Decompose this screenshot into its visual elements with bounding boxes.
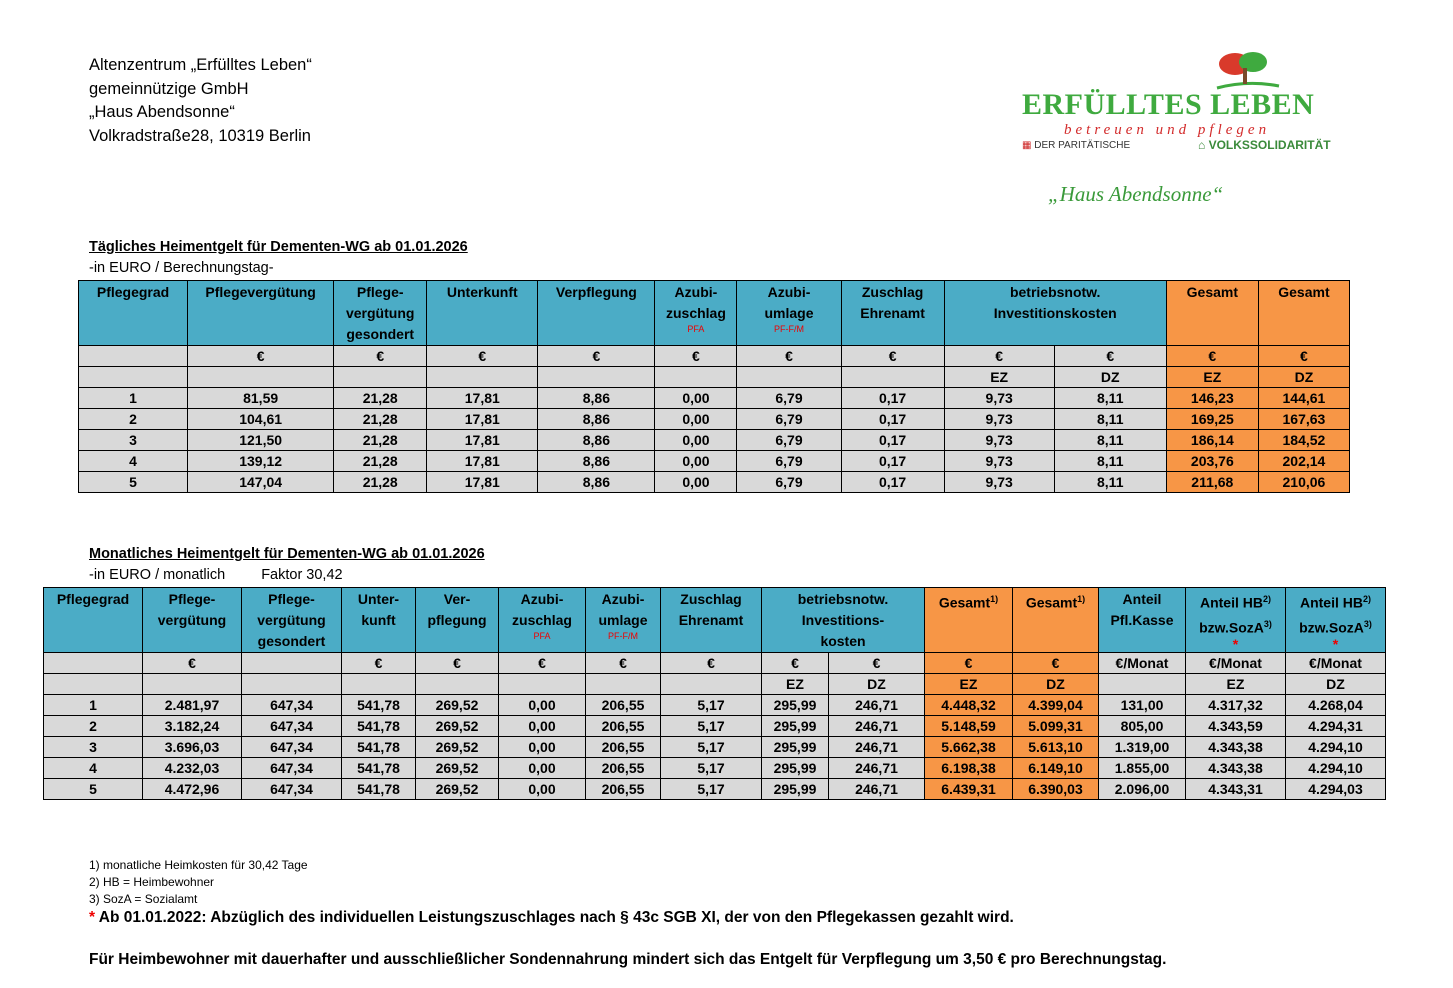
col-anteil-hb-ez: Anteil HB$^{2)}$ bzw.SozA$^{3)}$ * bbox=[1186, 588, 1286, 653]
footnote-2: 2) HB = Heimbewohner bbox=[89, 875, 215, 889]
col-azubi-umlage: Azubi- umlage PF-F/M bbox=[586, 588, 661, 653]
daily-cell: 146,23 bbox=[1166, 388, 1258, 409]
monthly-cell: 5.099,31 bbox=[1013, 716, 1099, 737]
col-pflegegrad: Pflegegrad bbox=[79, 281, 188, 346]
col-unterkunft: Unter- kunft bbox=[342, 588, 416, 653]
address-line-1: Altenzentrum „Erfülltes Leben“ bbox=[89, 56, 312, 74]
daily-cell: 0,17 bbox=[841, 409, 944, 430]
monthly-unit-row: € € € € € € € € € € €/Monat €/Monat €/Monat bbox=[44, 653, 1386, 674]
monthly-cell: 0,00 bbox=[499, 779, 586, 800]
daily-cell: 3 bbox=[79, 430, 188, 451]
col-pflegegrad: Pflegegrad bbox=[44, 588, 143, 653]
col-investitionskosten: betriebsnotw. Investitionskosten bbox=[944, 281, 1166, 346]
footnotes bbox=[89, 857, 308, 908]
col-pflegeverguetung: Pflegevergütung bbox=[188, 281, 334, 346]
monthly-cell: 246,71 bbox=[829, 758, 925, 779]
paritaetische-icon: ▦ bbox=[1022, 140, 1032, 151]
monthly-cell: 4.232,03 bbox=[143, 758, 242, 779]
daily-cell: 21,28 bbox=[334, 472, 427, 493]
monthly-row bbox=[44, 737, 1386, 758]
monthly-cell: 4.317,32 bbox=[1186, 695, 1286, 716]
col-anteil-pflkasse: Anteil Pfl.Kasse bbox=[1099, 588, 1186, 653]
daily-cell: 9,73 bbox=[944, 451, 1054, 472]
col-verpflegung: Ver- pflegung bbox=[416, 588, 499, 653]
daily-cell: 203,76 bbox=[1166, 451, 1258, 472]
daily-cell: 8,86 bbox=[538, 451, 655, 472]
monthly-cell: 2 bbox=[44, 716, 143, 737]
daily-cell: 0,00 bbox=[655, 451, 737, 472]
col-pflege-gesondert: Pflege- vergütung gesondert bbox=[242, 588, 342, 653]
daily-cell: 186,14 bbox=[1166, 430, 1258, 451]
monthly-cell: 4.294,10 bbox=[1286, 737, 1386, 758]
monthly-cell: 3.182,24 bbox=[143, 716, 242, 737]
daily-cell: 104,61 bbox=[188, 409, 334, 430]
daily-cell: 81,59 bbox=[188, 388, 334, 409]
monthly-cell: 246,71 bbox=[829, 737, 925, 758]
daily-row bbox=[79, 388, 1350, 409]
monthly-cell: 5,17 bbox=[661, 758, 762, 779]
monthly-cell: 4.343,38 bbox=[1186, 758, 1286, 779]
footnote-3: 3) SozA = Sozialamt bbox=[89, 892, 198, 906]
monthly-cell: 5,17 bbox=[661, 695, 762, 716]
daily-cell: 121,50 bbox=[188, 430, 334, 451]
monthly-cell: 206,55 bbox=[586, 779, 661, 800]
daily-cell: 17,81 bbox=[427, 430, 538, 451]
col-gesamt-ez: Gesamt bbox=[1166, 281, 1258, 346]
daily-cell: 8,86 bbox=[538, 388, 655, 409]
monthly-cell: 295,99 bbox=[762, 737, 829, 758]
daily-cell: 21,28 bbox=[334, 409, 427, 430]
monthly-row bbox=[44, 779, 1386, 800]
monthly-cell: 541,78 bbox=[342, 737, 416, 758]
monthly-cell: 2.096,00 bbox=[1099, 779, 1186, 800]
daily-cell: 167,63 bbox=[1258, 409, 1349, 430]
monthly-cell: 0,00 bbox=[499, 737, 586, 758]
daily-cell: 6,79 bbox=[737, 451, 841, 472]
daily-cell: 147,04 bbox=[188, 472, 334, 493]
monthly-cell: 805,00 bbox=[1099, 716, 1186, 737]
monthly-fee-table bbox=[43, 587, 1386, 800]
monthly-cell: 6.198,38 bbox=[925, 758, 1013, 779]
daily-cell: 6,79 bbox=[737, 388, 841, 409]
daily-cell: 17,81 bbox=[427, 472, 538, 493]
daily-cell: 6,79 bbox=[737, 472, 841, 493]
monthly-cell: 269,52 bbox=[416, 779, 499, 800]
daily-cell: 5 bbox=[79, 472, 188, 493]
monthly-cell: 1.319,00 bbox=[1099, 737, 1186, 758]
sondennahrung-note: Für Heimbewohner mit dauerhafter und ausschließlicher Sondennahrung mindert sich das Entgelt für Verpflegung um 3,50 € pro Berechnungstag. bbox=[89, 951, 1167, 968]
monthly-cell: 246,71 bbox=[829, 779, 925, 800]
partner-paritaetische: ▦ DER PARITÄTISCHE bbox=[1022, 140, 1131, 151]
daily-cell: 8,11 bbox=[1054, 409, 1166, 430]
monthly-cell: 206,55 bbox=[586, 758, 661, 779]
monthly-cell: 1 bbox=[44, 695, 143, 716]
monthly-cell: 206,55 bbox=[586, 737, 661, 758]
monthly-cell: 131,00 bbox=[1099, 695, 1186, 716]
monthly-cell: 3.696,03 bbox=[143, 737, 242, 758]
col-verpflegung: Verpflegung bbox=[538, 281, 655, 346]
leistungszuschlag-note: * Ab 01.01.2022: Abzüglich des individuellen Leistungszuschlages nach § 43c SGB XI, der von den Pflegekassen gezahlt wird. bbox=[89, 909, 1014, 926]
monthly-cell: 5,17 bbox=[661, 737, 762, 758]
daily-cell: 21,28 bbox=[334, 451, 427, 472]
daily-cell: 0,00 bbox=[655, 430, 737, 451]
monthly-cell: 4.399,04 bbox=[1013, 695, 1099, 716]
col-zuschlag-ehrenamt: Zuschlag Ehrenamt bbox=[661, 588, 762, 653]
daily-cell: 21,28 bbox=[334, 388, 427, 409]
daily-header-row bbox=[79, 281, 1350, 346]
daily-cell: 139,12 bbox=[188, 451, 334, 472]
monthly-cell: 4.343,31 bbox=[1186, 779, 1286, 800]
daily-cell: 8,11 bbox=[1054, 388, 1166, 409]
daily-cell: 0,00 bbox=[655, 472, 737, 493]
monthly-cell: 269,52 bbox=[416, 737, 499, 758]
col-gesamt-dz: Gesamt$^{1)}$ bbox=[1013, 588, 1099, 653]
daily-cell: 21,28 bbox=[334, 430, 427, 451]
monthly-cell: 0,00 bbox=[499, 716, 586, 737]
col-azubi-zuschlag: Azubi- zuschlag PFA bbox=[499, 588, 586, 653]
monthly-cell: 6.149,10 bbox=[1013, 758, 1099, 779]
monthly-subtitle: -in EURO / monatlich Faktor 30,42 bbox=[89, 567, 343, 583]
address-line-3: „Haus Abendsonne“ bbox=[89, 103, 235, 121]
monthly-cell: 4.294,31 bbox=[1286, 716, 1386, 737]
monthly-cell: 5.613,10 bbox=[1013, 737, 1099, 758]
monthly-cell: 206,55 bbox=[586, 716, 661, 737]
daily-cell: 2 bbox=[79, 409, 188, 430]
daily-cell: 202,14 bbox=[1258, 451, 1349, 472]
monthly-cell: 269,52 bbox=[416, 716, 499, 737]
daily-cell: 1 bbox=[79, 388, 188, 409]
daily-title: Tägliches Heimentgelt für Dementen-WG ab 01.01.2026 bbox=[89, 239, 468, 255]
monthly-cell: 541,78 bbox=[342, 695, 416, 716]
daily-cell: 0,17 bbox=[841, 472, 944, 493]
partner-volkssolidaritaet: ⌂ VOLKSSOLIDARITÄT bbox=[1198, 138, 1331, 152]
col-unterkunft: Unterkunft bbox=[427, 281, 538, 346]
logo bbox=[1018, 50, 1348, 210]
daily-cell: 144,61 bbox=[1258, 388, 1349, 409]
daily-cell: 17,81 bbox=[427, 451, 538, 472]
daily-cell: 210,06 bbox=[1258, 472, 1349, 493]
monthly-cell: 5.148,59 bbox=[925, 716, 1013, 737]
monthly-cell: 246,71 bbox=[829, 716, 925, 737]
monthly-cell: 4.343,59 bbox=[1186, 716, 1286, 737]
daily-fee-table bbox=[78, 280, 1350, 493]
monthly-header-row bbox=[44, 588, 1386, 653]
daily-cell: 169,25 bbox=[1166, 409, 1258, 430]
monthly-room-row: EZ DZ EZ DZ EZ DZ bbox=[44, 674, 1386, 695]
monthly-cell: 4.268,04 bbox=[1286, 695, 1386, 716]
daily-cell: 8,86 bbox=[538, 409, 655, 430]
daily-cell: 4 bbox=[79, 451, 188, 472]
daily-unit-row: € € € € € € € € € € € bbox=[79, 346, 1350, 367]
monthly-cell: 295,99 bbox=[762, 758, 829, 779]
monthly-cell: 4.448,32 bbox=[925, 695, 1013, 716]
monthly-cell: 295,99 bbox=[762, 779, 829, 800]
daily-cell: 8,11 bbox=[1054, 451, 1166, 472]
monthly-cell: 647,34 bbox=[242, 758, 342, 779]
monthly-cell: 2.481,97 bbox=[143, 695, 242, 716]
monthly-cell: 5 bbox=[44, 779, 143, 800]
monthly-cell: 269,52 bbox=[416, 695, 499, 716]
daily-cell: 0,00 bbox=[655, 409, 737, 430]
monthly-cell: 0,00 bbox=[499, 695, 586, 716]
footnote-1: 1) monatliche Heimkosten für 30,42 Tage bbox=[89, 858, 308, 872]
daily-cell: 9,73 bbox=[944, 409, 1054, 430]
monthly-cell: 541,78 bbox=[342, 779, 416, 800]
daily-cell: 8,86 bbox=[538, 472, 655, 493]
tree-icon bbox=[1213, 50, 1283, 92]
daily-cell: 6,79 bbox=[737, 409, 841, 430]
monthly-row bbox=[44, 716, 1386, 737]
monthly-cell: 541,78 bbox=[342, 758, 416, 779]
daily-row bbox=[79, 409, 1350, 430]
daily-cell: 8,11 bbox=[1054, 430, 1166, 451]
monthly-title: Monatliches Heimentgelt für Dementen-WG ab 01.01.2026 bbox=[89, 546, 485, 562]
monthly-cell: 1.855,00 bbox=[1099, 758, 1186, 779]
monthly-cell: 647,34 bbox=[242, 779, 342, 800]
address-line-2: gemeinnützige GmbH bbox=[89, 79, 249, 98]
faktor: Faktor 30,42 bbox=[261, 567, 343, 583]
monthly-cell: 5,17 bbox=[661, 779, 762, 800]
daily-cell: 9,73 bbox=[944, 430, 1054, 451]
daily-cell: 184,52 bbox=[1258, 430, 1349, 451]
monthly-cell: 647,34 bbox=[242, 695, 342, 716]
daily-cell: 9,73 bbox=[944, 388, 1054, 409]
haus-abendsonne-signature: „Haus Abendsonne“ bbox=[1048, 182, 1224, 206]
monthly-cell: 4.294,03 bbox=[1286, 779, 1386, 800]
daily-cell: 0,17 bbox=[841, 430, 944, 451]
monthly-cell: 541,78 bbox=[342, 716, 416, 737]
monthly-cell: 3 bbox=[44, 737, 143, 758]
col-gesamt-dz: Gesamt bbox=[1258, 281, 1349, 346]
monthly-cell: 295,99 bbox=[762, 716, 829, 737]
daily-cell: 211,68 bbox=[1166, 472, 1258, 493]
col-gesamt-ez: Gesamt$^{1)}$ bbox=[925, 588, 1013, 653]
monthly-cell: 269,52 bbox=[416, 758, 499, 779]
monthly-cell: 206,55 bbox=[586, 695, 661, 716]
daily-room-row: EZ DZ EZ DZ bbox=[79, 367, 1350, 388]
daily-row bbox=[79, 472, 1350, 493]
monthly-cell: 5,17 bbox=[661, 716, 762, 737]
monthly-cell: 4.294,10 bbox=[1286, 758, 1386, 779]
col-azubi-zuschlag: Azubi- zuschlag PFA bbox=[655, 281, 737, 346]
daily-subtitle: -in EURO / Berechnungstag- bbox=[89, 260, 274, 276]
monthly-cell: 4.343,38 bbox=[1186, 737, 1286, 758]
monthly-cell: 4.472,96 bbox=[143, 779, 242, 800]
brand-name: ERFÜLLTES LEBEN bbox=[1022, 88, 1315, 121]
monthly-cell: 647,34 bbox=[242, 716, 342, 737]
brand-tagline: betreuen und pflegen bbox=[1064, 122, 1271, 138]
address-line-4: Volkradstraße28, 10319 Berlin bbox=[89, 126, 311, 145]
col-zuschlag-ehrenamt: Zuschlag Ehrenamt bbox=[841, 281, 944, 346]
address-block bbox=[89, 54, 312, 148]
daily-cell: 17,81 bbox=[427, 388, 538, 409]
monthly-cell: 4 bbox=[44, 758, 143, 779]
col-pflege-gesondert: Pflege- vergütung gesondert bbox=[334, 281, 427, 346]
monthly-cell: 295,99 bbox=[762, 695, 829, 716]
monthly-cell: 6.439,31 bbox=[925, 779, 1013, 800]
monthly-cell: 647,34 bbox=[242, 737, 342, 758]
monthly-cell: 0,00 bbox=[499, 758, 586, 779]
daily-cell: 9,73 bbox=[944, 472, 1054, 493]
daily-cell: 8,86 bbox=[538, 430, 655, 451]
col-pflegeverguetung: Pflege- vergütung bbox=[143, 588, 242, 653]
daily-row bbox=[79, 430, 1350, 451]
monthly-cell: 6.390,03 bbox=[1013, 779, 1099, 800]
col-anteil-hb-dz: Anteil HB$^{2)}$ bzw.SozA$^{3)}$ * bbox=[1286, 588, 1386, 653]
daily-cell: 0,17 bbox=[841, 388, 944, 409]
monthly-row bbox=[44, 695, 1386, 716]
monthly-row bbox=[44, 758, 1386, 779]
daily-cell: 0,17 bbox=[841, 451, 944, 472]
monthly-cell: 246,71 bbox=[829, 695, 925, 716]
daily-row bbox=[79, 451, 1350, 472]
daily-cell: 6,79 bbox=[737, 430, 841, 451]
daily-cell: 0,00 bbox=[655, 388, 737, 409]
col-azubi-umlage: Azubi- umlage PF-F/M bbox=[737, 281, 841, 346]
monthly-cell: 5.662,38 bbox=[925, 737, 1013, 758]
daily-cell: 17,81 bbox=[427, 409, 538, 430]
col-investitionskosten: betriebsnotw. Investitions- kosten bbox=[762, 588, 925, 653]
daily-cell: 8,11 bbox=[1054, 472, 1166, 493]
